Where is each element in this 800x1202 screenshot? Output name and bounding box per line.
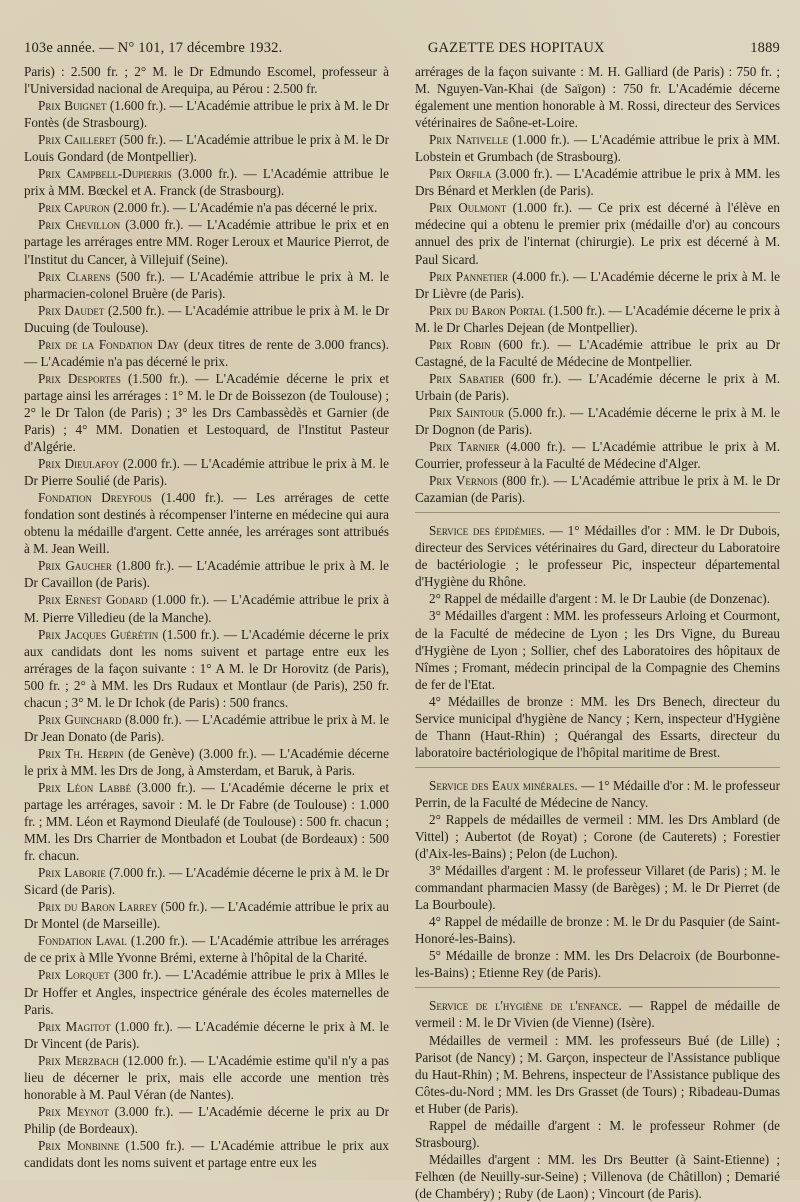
prize-entry bbox=[24, 1103, 389, 1137]
prize-entry bbox=[24, 1018, 389, 1052]
prize-entry-text: (4.000 fr.). — L'Académie attribue le prix à M. Courrier, professeur à la Faculté de Médecine d'Alger. bbox=[415, 439, 781, 472]
prize-entry-name: Prix Tarnier bbox=[429, 439, 500, 455]
medal-sections bbox=[415, 512, 780, 1202]
prize-entry-name: Prix Guinchard bbox=[38, 711, 122, 727]
prize-entry-name: Prix Oulmont bbox=[429, 200, 507, 216]
prize-entry-text: (500 fr.). — L'Académie attribue le prix à M. le Dr Louis Gondard (de Montpellier). bbox=[24, 132, 389, 165]
prize-entry bbox=[24, 1137, 389, 1171]
prize-entry-text: (1.000 fr.). — Ce prix est décerné à l'élève en médecine qui a obtenu le premier prix (médaille d'or) au concours annuel des prix de l'internat (chirurgie). Le prix est décerné à M. Paul Sicard. bbox=[415, 200, 780, 267]
prize-entry-name: Prix Nativelle bbox=[429, 132, 509, 148]
prize-entry-text: Paris) : 2.500 fr. ; 2° M. le Dr Edmundo Escomel, professeur à l'Universidad nacional de Arequipa, au Pérou : 2.500 fr. bbox=[24, 64, 389, 97]
prize-entry bbox=[24, 370, 389, 455]
prize-entry-name: Prix Chevillon bbox=[38, 217, 121, 233]
section-paragraph bbox=[415, 947, 780, 981]
prize-entry-text: (8.000 fr.). — L'Académie attribue le prix à M. le Dr Jean Donato (de Paris). bbox=[24, 711, 389, 744]
prize-entry bbox=[415, 370, 780, 404]
prize-entry-name: Prix Capuron bbox=[38, 200, 110, 216]
right-column bbox=[415, 63, 780, 1202]
prize-entry bbox=[415, 199, 780, 267]
prize-entry bbox=[24, 97, 389, 131]
prize-list-continued bbox=[415, 63, 780, 506]
prize-entry bbox=[24, 745, 389, 779]
prize-entry-name: Fondation Dreyfous bbox=[38, 490, 152, 506]
prize-entry bbox=[24, 1052, 389, 1103]
prize-entry-name: Prix Desportes bbox=[38, 370, 121, 386]
medal-section bbox=[415, 522, 780, 761]
prize-entry bbox=[24, 966, 389, 1017]
section-paragraph bbox=[415, 1032, 780, 1117]
prize-entry bbox=[415, 63, 780, 131]
prize-entry bbox=[24, 489, 389, 557]
prize-entry-text: (600 fr.). — L'Académie attribue le prix au Dr Castagné, de la Faculté de Médecine de Montpellier. bbox=[415, 336, 780, 369]
section-paragraph bbox=[415, 777, 780, 811]
prize-entry-text: (deux titres de rente de 3.000 francs). — L'Académie n'a pas décerné le prix. bbox=[24, 336, 389, 369]
prize-entry-text: (1.000 fr.). — L'Académie attribue le prix à M. Pierre Villedieu (de la Manche). bbox=[24, 592, 389, 625]
prize-entry bbox=[24, 591, 389, 625]
prize-entry-text: (2.000 fr.). — L'Académie attribue le prix à M. le Dr Pierre Soulié (de Paris). bbox=[24, 456, 390, 489]
prize-entry bbox=[24, 864, 389, 898]
prize-entry bbox=[24, 898, 389, 932]
section-paragraph-text: 5° Médaille de bronze : MM. les Drs Delacroix (de Bourbonne-les-Bains) ; Etienne Rey (de Paris). bbox=[415, 948, 780, 981]
prize-entry-name: Prix du Baron Larrey bbox=[38, 899, 158, 915]
prize-entry-text: (3.000 fr.). — L'Académie décerne le prix au Dr Philip (de Bordeaux). bbox=[24, 1103, 389, 1136]
prize-entry-text: (3.000 fr.). — L'Académie attribue le prix à MM. Bœckel et A. Franck (de Strasbourg). bbox=[24, 166, 389, 199]
prize-entry-name: Prix Th. Herpin bbox=[38, 745, 124, 761]
prize-entry-text: (1.800 fr.). — L'Académie attribue le prix à M. le Dr Cavaillon (de Paris). bbox=[24, 558, 390, 591]
prize-entry-text: (1.200 fr.). — L'Académie attribue les arrérages de ce prix à Mlle Yvonne Brémi, externe à l'hôpital de la Charité. bbox=[24, 933, 389, 966]
section-paragraph-text: Rappel de médaille d'argent : M. le professeur Rohmer (de Strasbourg). bbox=[415, 1117, 780, 1150]
prize-entry-text: (3.000 fr.). — L'Académie décerne le prix et partage les arrérages, savoir : M. le Dr Fabre (de Toulouse) : 1.000 fr. ; MM. Léon et Raymond Dieulafé (de Toulouse) : 500 fr. chacun ; MM. les Drs Charrier de Montbadon et Loubat (de Bordeaux) : 500 fr. chacun. bbox=[24, 779, 389, 864]
prize-entry-name: Prix Cailleret bbox=[38, 132, 117, 148]
section-paragraph-text: 2° Rappels de médailles de vermeil : MM. les Drs Amblard (de Vittel) ; Aubertot (de Royat) ; Corone (de Cauterets) ; Forestier (d'Aix-les-Bains) ; Pelon (de Luchon). bbox=[415, 811, 780, 862]
section-paragraph-text: — Rappel de médaille de vermeil : M. le Dr Vivien (de Vienne) (Isère). bbox=[415, 998, 780, 1031]
prize-entry-text: (12.000 fr.). — L'Académie estime qu'il n'y a pas lieu de décerner le prix, mais elle accorde une mention très honorable à M. Paul Véran (de Nantes). bbox=[24, 1052, 389, 1102]
prize-entry-name: Prix Magitot bbox=[38, 1018, 111, 1034]
section-paragraph bbox=[415, 1117, 780, 1151]
prize-entry-name: Prix Sabatier bbox=[429, 370, 505, 386]
prize-entry-name: Prix Dieulafoy bbox=[38, 456, 120, 472]
prize-entry bbox=[24, 336, 389, 370]
prize-entry-name: Prix de la Fondation Day bbox=[38, 336, 180, 352]
prize-entry-text: (5.000 fr.). — L'Académie décerne le prix à M. le Dr Dognon (de Paris). bbox=[415, 404, 780, 437]
prize-entry-name: Fondation Laval bbox=[38, 933, 127, 949]
prize-entry bbox=[415, 302, 780, 336]
prize-entry-text: (600 fr.). — L'Académie décerne le prix à M. Urbain (de Paris). bbox=[415, 370, 780, 403]
prize-entry bbox=[24, 455, 389, 489]
prize-entry-text: (1.500 fr.). — L'Académie décerne le prix et partage ainsi les arrérages : 1° M. le Dr de Boissezon (de Toulouse) ; 2° le Dr Talon (de Paris) ; 3° les Drs Cambassèdès et Garnier (de Paris) ; 4° MM. Donatien et Lestoquard, de l'Institut Pasteur d'Algérie. bbox=[24, 370, 390, 455]
prize-entry bbox=[24, 268, 389, 302]
prize-entry bbox=[415, 472, 780, 506]
prize-entry bbox=[24, 711, 389, 745]
prize-entry-name: Prix Meynot bbox=[38, 1103, 109, 1119]
prize-entry bbox=[415, 165, 780, 199]
prize-entry-name: Prix du Baron Portal bbox=[429, 302, 546, 318]
section-paragraph bbox=[415, 1151, 780, 1202]
prize-entry bbox=[24, 131, 389, 165]
section-paragraph-text: 2° Rappel de médaille d'argent : M. le Dr Laubie (de Donzenac). bbox=[429, 591, 770, 607]
section-paragraph-text: 4° Rappel de médaille de bronze : M. le Dr du Pasquier (de Saint-Honoré-les-Bains). bbox=[415, 914, 780, 947]
section-paragraph bbox=[415, 693, 780, 761]
section-paragraph bbox=[415, 997, 780, 1031]
prize-entry-text: (500 fr.). — L'Académie attribue le prix au Dr Montel (de Marseille). bbox=[24, 899, 389, 932]
prize-entry bbox=[24, 165, 389, 199]
prize-entry-text: (1.000 fr.). — L'Académie attribue le prix à MM. Lobstein et Grumbach (de Strasbourg). bbox=[415, 132, 780, 165]
prize-entry bbox=[415, 438, 780, 472]
prize-entry bbox=[24, 779, 389, 864]
prize-entry bbox=[24, 216, 389, 267]
prize-entry-name: Prix Lorquet bbox=[38, 967, 110, 983]
prize-entry-text: (300 fr.). — L'Académie attribue le prix à Mlles le Dr Hoffer et Angles, inspectrice générale des écoles maternelles de Paris. bbox=[24, 967, 390, 1017]
section-paragraph bbox=[415, 913, 780, 947]
prize-entry-text: (1.600 fr.). — L'Académie attribue le prix à M. le Dr Fontès (de Strasbourg). bbox=[24, 98, 389, 131]
prize-entry-name: Prix Gaucher bbox=[38, 558, 112, 574]
prize-entry-name: Prix Campbell-Dupierris bbox=[38, 166, 172, 182]
section-paragraph bbox=[415, 522, 780, 590]
medal-section bbox=[415, 997, 780, 1202]
section-paragraph-text: 4° Médailles de bronze : MM. les Drs Benech, directeur du Service municipal d'hygiène de Nancy ; Kern, inspecteur d'Hygiène de Thann (Haut-Rhin) ; Quérangal des Essarts, directeur du laboratoire bactériologique de l'hôpital maritime de Brest. bbox=[415, 693, 780, 760]
prize-entry-text: arrérages de la façon suivante : M. H. Galliard (de Paris) : 750 fr. ; M. Nguyen-Van-Khai (de Saïgon) : 750 fr. L'Académie décerne également une mention honorable à M. Rossi, directeur des Services vétérinaires de Saône-et-Loire. bbox=[415, 64, 780, 131]
prize-entry-text: (2.000 fr.). — L'Académie n'a pas décerné le prix. bbox=[109, 200, 378, 216]
section-paragraph-text: 3° Médailles d'argent : MM. les professeurs Arloing et Courmont, de la Faculté de médecine de Lyon ; les Drs Vigne, du Bureau d'Hygiène de Lyon ; Sollier, chef des Laboratoires des hôpitaux de Nîmes ; Fromant, médecin principal de la Compagnie des Chemins de fer de l'Etat. bbox=[415, 608, 780, 692]
prize-entry-text: (2.500 fr.). — L'Académie attribue le prix à M. le Dr Ducuing (de Toulouse). bbox=[24, 302, 389, 335]
prize-entry-text: (1.500 fr.). — L'Académie attribue le prix aux candidats dont les noms suivent et partage entre eux les bbox=[24, 1137, 389, 1170]
prize-entry-name: Prix Vernois bbox=[429, 473, 498, 489]
section-paragraph-text: — 1° Médailles d'or : MM. le Dr Dubois, directeur des Services vétérinaires du Gard, directeur du Laboratoire de bactériologie ; le professeur Pic, inspecteur départemental d'Hygiène du Rhône. bbox=[415, 523, 780, 590]
section-paragraph-name: Service de l'hygiène de l'enfance. bbox=[429, 998, 622, 1014]
prize-entry-text: (de Genève) (3.000 fr.). — L'Académie décerne le prix à MM. les Drs de Jong, à Amsterdam, et Baruk, à Paris. bbox=[24, 745, 389, 778]
prize-entry-name: Prix Jacques Guérétin bbox=[38, 626, 159, 642]
journal-title: GAZETTE DES HOPITAUX bbox=[427, 40, 605, 56]
prize-entry bbox=[24, 932, 389, 966]
prize-entry-text: (1.000 fr.). — L'Académie décerne le prix à M. le Dr Vincent (de Paris). bbox=[24, 1018, 389, 1051]
prize-entry-text: (1.400 fr.). — Les arrérages de cette fondation sont destinés à récompenser l'interne en médecine qui aura obtenu la médaille d'argent. Cette année, les arrérages sont attribués à M. Jean Weill. bbox=[24, 490, 389, 557]
left-column bbox=[24, 63, 389, 1202]
prize-entry-name: Prix Orfila bbox=[429, 166, 492, 182]
prize-entry-text: (500 fr.). — L'Académie attribue le prix à M. le pharmacien-colonel Bruère (de Paris). bbox=[24, 268, 389, 301]
page-number: 1889 bbox=[750, 40, 780, 56]
section-divider bbox=[415, 987, 780, 988]
prize-entry-name: Prix Laborie bbox=[38, 865, 106, 881]
section-divider bbox=[415, 512, 780, 513]
prize-entry bbox=[415, 404, 780, 438]
prize-entry bbox=[24, 199, 389, 216]
prize-entry-text: (1.500 fr.). — L'Académie décerne le prix aux candidats dont les noms suivent et partage entre eux les arrérages de la façon suivante : 1° A M. le Dr Horovitz (de Paris), 500 fr. ; 2° à MM. les Drs Rudaux et Montlaur (de Paris), 250 fr. chacun ; 3° M. le Dr Ichok (de Paris) : 500 francs. bbox=[24, 626, 389, 710]
prize-entry bbox=[24, 626, 389, 711]
prize-entry bbox=[415, 268, 780, 302]
prize-entry bbox=[24, 557, 389, 591]
section-paragraph-text: Médailles d'argent : MM. les Drs Beutter (à Saint-Etienne) ; Felhœn (de Neuilly-sur-Seine) ; Villenova (de Châtillon) ; Demarié (de Chambéry) ; Ruby (de Laon) ; Vincourt (de Paris). bbox=[415, 1151, 780, 1201]
section-paragraph-text: 3° Médailles d'argent : M. le professeur Villaret (de Paris) ; M. le commandant pharmacien Massy (de Barèges) ; M. le Dr Pierret (de La Bourboule). bbox=[415, 863, 780, 913]
issue-info: 103e année. — N° 101, 17 décembre 1932. bbox=[24, 40, 283, 56]
prize-entry bbox=[415, 336, 780, 370]
prize-entry-name: Prix Daudet bbox=[38, 302, 105, 318]
prize-entry-name: Prix Buignet bbox=[38, 98, 107, 114]
section-paragraph bbox=[415, 590, 780, 607]
prize-entry-text: (3.000 fr.). — L'Académie attribue le prix à MM. les Drs Bénard et Merklen (de Paris). bbox=[415, 166, 780, 199]
section-divider bbox=[415, 767, 780, 768]
prize-entry-text: (1.500 fr.). — L'Académie décerne le prix à M. le Dr Charles Dejean (de Montpellier). bbox=[415, 302, 780, 335]
prize-entry bbox=[24, 63, 389, 97]
prize-entry-name: Prix Pannetier bbox=[429, 268, 509, 284]
columns bbox=[24, 63, 780, 1202]
prize-entry-name: Prix Monbinne bbox=[38, 1137, 120, 1153]
section-paragraph-text: Médailles de vermeil : MM. les professeurs Bué (de Lille) ; Parisot (de Nancy) ; M. Garçon, inspecteur de l'Assistance publique du Haut-Rhin) ; M. Behrens, inspecteur de l'Assistance publique des Côtes-du-Nord ; MM. les Drs Grasset (de Tours) ; Ribadeau-Dumas et Huber (de Paris). bbox=[415, 1032, 780, 1116]
prize-entry-name: Prix Ernest Godard bbox=[38, 592, 148, 608]
prize-entry-name: Prix Saintour bbox=[429, 404, 504, 420]
prize-entry-text: (4.000 fr.). — L'Académie décerne le prix à M. le Dr Lièvre (de Paris). bbox=[415, 268, 780, 301]
prize-entry-text: (3.000 fr.). — L'Académie attribue le prix et en partage les arrérages entre MM. Roger Leroux et Maurice Pierrot, de l'Institut du Cancer, à Villejuif (Seine). bbox=[24, 217, 389, 267]
page-header bbox=[24, 40, 780, 57]
prize-entry-text: (7.000 fr.). — L'Académie décerne le prix à M. le Dr Sicard (de Paris). bbox=[24, 865, 389, 898]
prize-entry bbox=[415, 131, 780, 165]
section-paragraph bbox=[415, 607, 780, 692]
prize-entry-name: Prix Robin bbox=[429, 336, 491, 352]
prize-entry-text: (800 fr.). — L'Académie attribue le prix à M. le Dr Cazamian (de Paris). bbox=[415, 473, 780, 506]
section-paragraph bbox=[415, 811, 780, 862]
prize-entry bbox=[24, 302, 389, 336]
medal-section bbox=[415, 777, 780, 982]
section-paragraph-text: — 1° Médaille d'or : M. le professeur Perrin, de la Faculté de Médecine de Nancy. bbox=[415, 777, 780, 810]
section-paragraph-name: Service des Eaux minérales. bbox=[429, 777, 578, 793]
section-paragraph bbox=[415, 862, 780, 913]
section-paragraph-name: Service des épidémies. bbox=[429, 523, 545, 539]
prize-entry-name: Prix Clarens bbox=[38, 268, 111, 284]
prize-entry-name: Prix Léon Labbé bbox=[38, 779, 132, 795]
prize-entry-name: Prix Merzbach bbox=[38, 1052, 119, 1068]
